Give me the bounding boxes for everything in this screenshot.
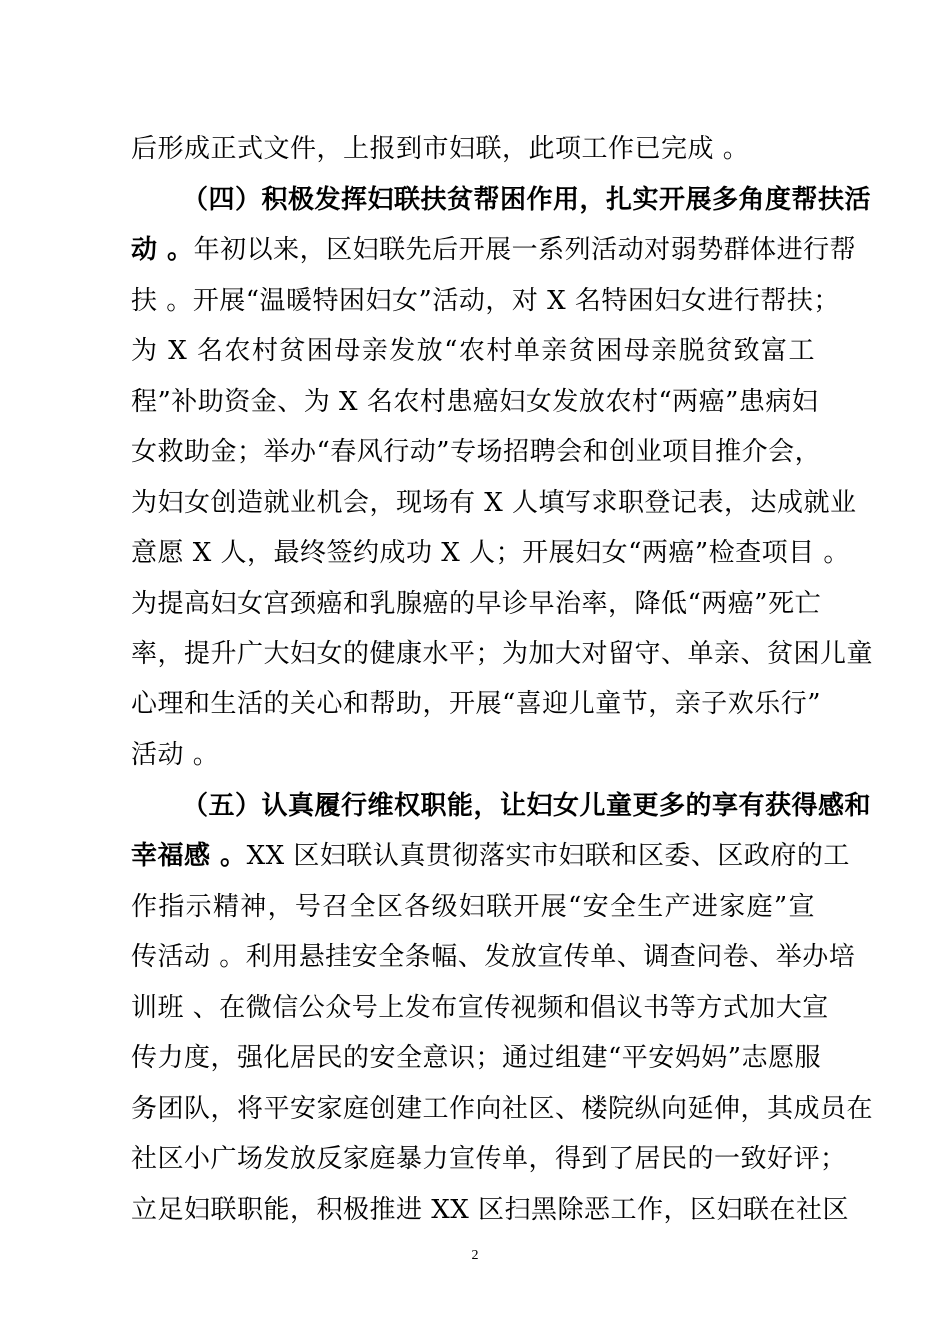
text-line	[131, 230, 857, 270]
body-text: 意愿 X 人，最终签约成功 X 人；开展妇女“两癌”检查项目 。	[131, 538, 850, 568]
body-text: 社区小广场发放反家庭暴力宣传单，得到了居民的一致好评；	[131, 1144, 847, 1174]
body-text: 传力度，强化居民的安全意识；通过组建“平安妈妈”志愿服	[131, 1043, 822, 1073]
text-line	[131, 533, 850, 573]
body-text: 立足妇联职能，积极推进 XX 区扫黑除恶工作，区妇联在社区	[131, 1195, 850, 1225]
body-text: 女救助金；举办“春风行动”专场招聘会和创业项目推介会，	[131, 437, 822, 467]
text-line	[131, 1038, 822, 1078]
body-text: 程”补助资金、为 X 名农村患癌妇女发放农村“两癌”患病妇	[131, 387, 819, 417]
text-line	[182, 180, 872, 220]
text-line	[131, 988, 829, 1028]
bold-heading-text: 幸福感 。	[131, 841, 247, 871]
bold-heading-text: 动 。	[131, 235, 194, 265]
text-line	[131, 129, 815, 169]
body-text: 活动 。	[131, 740, 220, 770]
body-text: 为妇女创造就业机会，现场有 X 人填写求职登记表，达成就业	[131, 488, 857, 518]
page-number: 2	[471, 1248, 479, 1263]
body-text: 年初以来，区妇联先后开展一系列活动对弱势群体进行帮	[193, 235, 857, 265]
body-text: 为提高妇女宫颈癌和乳腺癌的早诊早治率，降低“两癌”死亡	[131, 589, 822, 619]
body-text: 后形成正式文件，上报到市妇联，此项工作已完成 。	[131, 134, 750, 164]
text-line	[131, 483, 857, 523]
body-text: 为 X 名农村贫困母亲发放“农村单亲贫困母亲脱贫致富工	[131, 336, 815, 366]
text-line	[131, 836, 850, 876]
text-line	[182, 786, 872, 826]
body-text: 训班 、在微信公众号上发布宣传视频和倡议书等方式加大宣	[131, 993, 829, 1023]
body-text: 心理和生活的关心和帮助，开展“喜迎儿童节，亲子欢乐行”	[131, 689, 822, 719]
text-line	[131, 1089, 874, 1129]
text-line	[131, 432, 822, 472]
body-text: 作指示精神，号召全区各级妇联开展“安全生产进家庭”宣	[131, 892, 815, 922]
body-text: 务团队，将平安家庭创建工作向社区、楼院纵向延伸，其成员在	[131, 1094, 874, 1124]
text-line	[131, 887, 815, 927]
body-text: 传活动 。利用悬挂安全条幅、发放宣传单、调查问卷、举办培	[131, 942, 856, 972]
body-text: 率，提升广大妇女的健康水平；为加大对留守、单亲、贫困儿童	[131, 639, 874, 669]
body-text: XX 区妇联认真贯彻落实市妇联和区委、区政府的工	[246, 841, 850, 871]
text-line	[131, 331, 815, 371]
text-line	[131, 1190, 850, 1230]
text-line	[131, 937, 856, 977]
text-line	[131, 634, 874, 674]
text-line	[131, 584, 822, 624]
text-line	[131, 735, 815, 775]
text-line	[131, 1139, 847, 1179]
bold-heading-text: （四）积极发挥妇联扶贫帮困作用，扎实开展多角度帮扶活	[182, 185, 872, 215]
bold-heading-text: （五）认真履行维权职能，让妇女儿童更多的享有获得感和	[182, 791, 872, 821]
body-text: 扶 。开展“温暖特困妇女”活动，对 X 名特困妇女进行帮扶；	[131, 286, 840, 316]
text-line	[131, 281, 840, 321]
text-line	[131, 684, 822, 724]
text-line	[131, 382, 819, 422]
